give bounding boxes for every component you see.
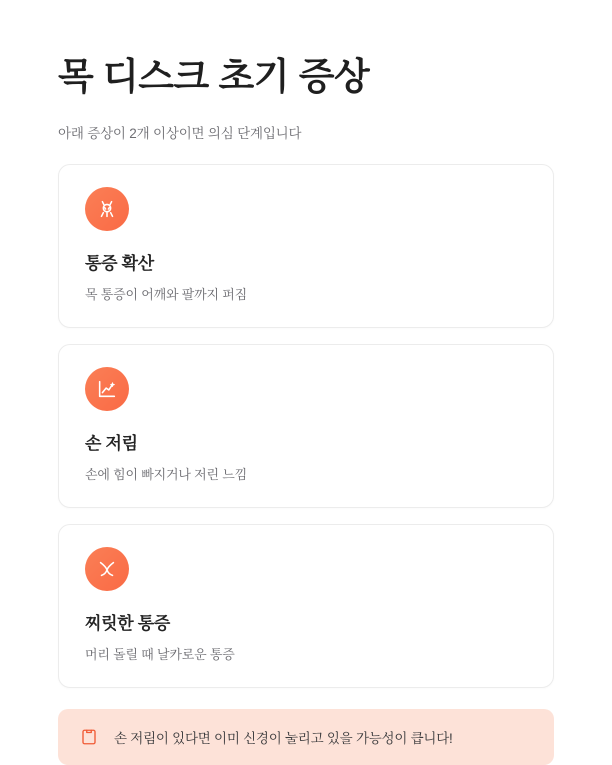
warning-notice [58, 709, 554, 765]
page-title: 목 디스크 초기 증상 [58, 56, 370, 97]
warning-notice-text: 손 저림이 있다면 이미 신경이 눌리고 있을 가능성이 큽니다! [114, 731, 453, 747]
sharp-pain-icon [85, 547, 129, 591]
symptom-title: 손 저림 [85, 434, 138, 454]
symptom-card[interactable] [58, 344, 554, 508]
page-subtitle: 아래 증상이 2개 이상이면 의심 단계입니다 [58, 126, 302, 142]
symptom-title: 통증 확산 [85, 254, 154, 274]
symptom-title: 찌릿한 통증 [85, 614, 171, 634]
symptom-card[interactable] [58, 164, 554, 328]
symptom-card[interactable] [58, 524, 554, 688]
symptom-description: 손에 힘이 빠지거나 저린 느낌 [85, 467, 247, 483]
spread-pain-icon [85, 187, 129, 231]
symptom-description: 머리 돌릴 때 날카로운 통증 [85, 647, 235, 663]
chart-trend-icon [85, 367, 129, 411]
clipboard-icon [80, 728, 98, 746]
symptom-description: 목 통증이 어깨와 팔까지 퍼짐 [85, 287, 247, 303]
symptom-card-list [58, 164, 554, 688]
